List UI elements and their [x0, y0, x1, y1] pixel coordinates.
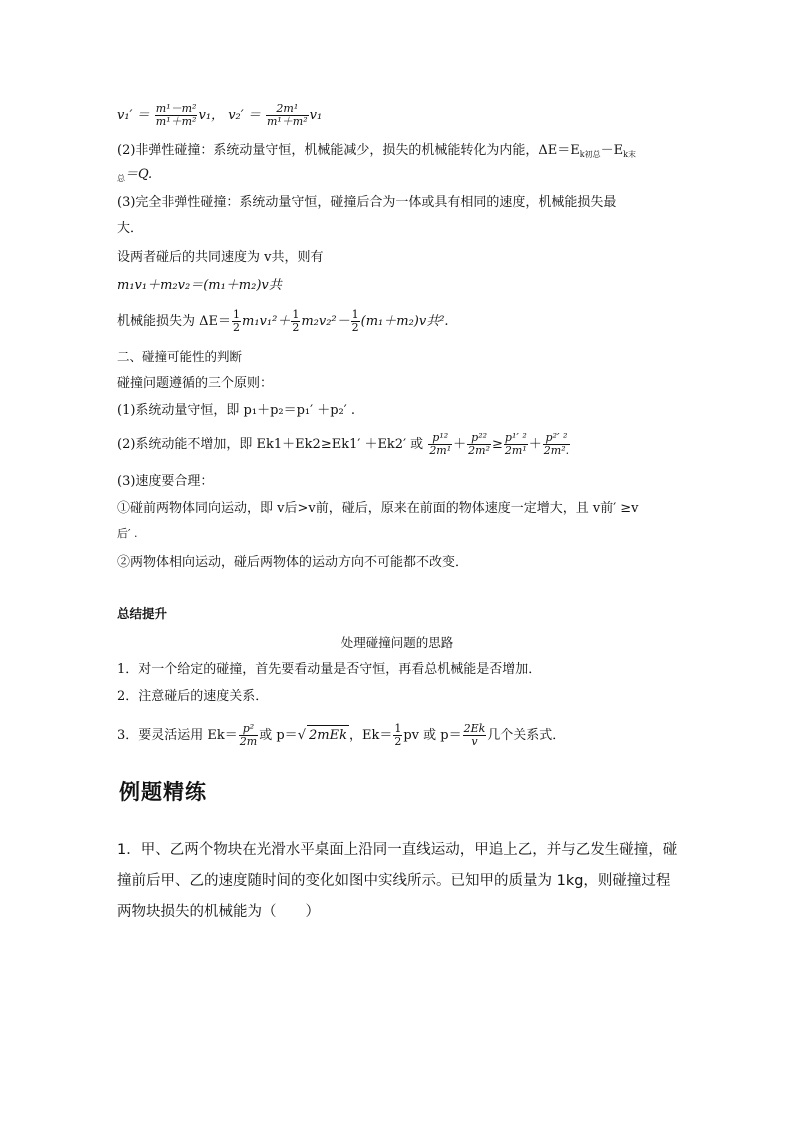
summary-point-1: 1．对一个给定的碰撞，首先要看动量是否守恒，再看总机械能是否增加．	[117, 662, 542, 677]
fraction-numerator: p¹²	[428, 432, 452, 445]
summary-label: 总结提升	[117, 606, 168, 621]
fraction-numerator: p²′ ²	[543, 432, 570, 445]
term: m₂v₂²－	[301, 314, 350, 329]
fraction-denominator: 2	[351, 321, 359, 334]
fraction-p2-prime	[543, 432, 570, 457]
sqrt-content: 2mEk	[307, 725, 349, 746]
v1-symbol: v₁	[309, 108, 323, 123]
sqrt-symbol: √	[297, 728, 306, 743]
plus: ＋	[453, 437, 467, 452]
subpoint-opposite-direction: ②两物体相向运动，碰后两物体的运动方向不可能都不改变．	[117, 555, 469, 570]
subpoint-same-direction-line2: 后′ .	[117, 527, 138, 540]
fraction-denominator: 2m².	[543, 444, 570, 457]
text: (2)系统动能不增加，即 Ek1＋Ek2≥Ek1′ ＋Ek2′ 或	[117, 437, 424, 452]
fraction-denominator: 2	[394, 735, 402, 748]
subscript: k初总	[579, 150, 601, 159]
summary-title: 处理碰撞问题的思路	[340, 635, 454, 650]
fraction-numerator: m¹－m²	[155, 102, 197, 115]
text: 或 p＝	[259, 728, 298, 743]
separator: ，	[211, 108, 225, 123]
fraction-denominator: 2	[233, 321, 241, 334]
fraction-numerator: 1	[292, 308, 300, 321]
section-title-collision-possibility: 二、碰撞可能性的判断	[117, 349, 243, 364]
fraction-numerator: p²²	[467, 432, 491, 445]
fraction-numerator: 2m¹	[266, 103, 309, 116]
fraction-numerator: 2Ek	[463, 722, 486, 735]
text: ，Ek＝	[348, 728, 393, 743]
fraction-denominator: 2m¹	[504, 444, 527, 457]
fraction-2ek-v	[463, 723, 487, 748]
fraction-numerator: 1	[394, 722, 402, 735]
fraction-denominator: 2m²	[468, 444, 491, 457]
item-inelastic-line1	[117, 141, 636, 161]
velocity-formula-line	[117, 103, 322, 128]
fraction-denominator: 2m	[239, 735, 258, 748]
subpoint-same-direction-line1: ①碰前两物体同向运动，即 v后>v前，碰后，原来在前面的物体速度一定增大，且 v前′ ≥v	[117, 501, 639, 516]
momentum-equation: m₁v₁＋m₂v₂＝(m₁＋m₂)v共	[117, 278, 282, 293]
section-heading-examples: 例题精练	[119, 780, 207, 804]
subscript: k末	[623, 150, 637, 159]
fraction-numerator: 1	[233, 308, 241, 321]
summary-point-3	[117, 723, 565, 748]
text: 几个关系式．	[487, 728, 566, 743]
term: (m₁＋m₂)v共².	[360, 314, 449, 329]
fraction-v2	[266, 103, 309, 128]
common-velocity-line: 设两者碰后的共同速度为 v共，则有	[117, 250, 324, 265]
v2-prime-label: v₂′ ＝	[228, 108, 261, 123]
fraction-ek	[239, 723, 258, 748]
fraction-half	[291, 309, 300, 334]
v1-symbol: v₁	[198, 108, 212, 123]
text: 机械能损失为 ΔE＝	[117, 314, 232, 329]
fraction-p1	[428, 432, 452, 457]
fraction-numerator: p²	[239, 723, 258, 736]
text: pv 或 p＝	[403, 728, 462, 743]
item-inelastic-line2	[117, 165, 152, 185]
fraction-v1	[155, 103, 198, 128]
subscript: 总	[117, 174, 125, 183]
summary-point-2: 2．注意碰后的速度关系．	[117, 689, 269, 704]
principle-velocity: (3)速度要合理：	[117, 474, 214, 489]
text: －E	[600, 143, 624, 158]
fraction-denominator: m¹＋m²	[155, 115, 197, 128]
principle-kinetic-energy	[117, 432, 571, 457]
question-1: 1．甲、乙两个物块在光滑水平桌面上沿同一直线运动，甲追上乙，并与乙发生碰撞，碰撞前后甲、乙的速度随时间的变化如图中实线所示。已知甲的质量为 1kg，则碰撞过程两物块损失的机械能为（ ）	[117, 842, 678, 920]
principle-momentum: (1)系统动量守恒，即 p₁＋p₂＝p₁′ ＋p₂′ .	[117, 403, 355, 418]
fraction-denominator: 2	[292, 321, 300, 334]
text: (2)非弹性碰撞：系统动量守恒，机械能减少，损失的机械能转化为内能，ΔE＝E	[117, 143, 580, 158]
fraction-denominator: m¹＋m²	[266, 115, 308, 128]
item-perfectly-inelastic-line1: (3)完全非弹性碰撞：系统动量守恒，碰撞后合为一体或具有相同的速度，机械能损失最	[117, 195, 617, 210]
energy-loss-line	[117, 309, 449, 334]
item-perfectly-inelastic-line2: 大．	[117, 221, 144, 236]
fraction-denominator: 2m¹	[429, 444, 452, 457]
text: ＝Q.	[125, 167, 153, 182]
principles-intro: 碰撞问题遵循的三个原则：	[117, 376, 274, 391]
fraction-half	[232, 309, 241, 334]
fraction-numerator: p¹′ ²	[504, 431, 527, 444]
fraction-denominator: v	[471, 735, 478, 748]
term: m₁v₁²＋	[242, 314, 291, 329]
fraction-p1-prime	[504, 432, 528, 457]
text: 3．要灵活运用 Ek＝	[117, 728, 238, 743]
ge-sign: ≥	[492, 437, 503, 452]
fraction-half	[393, 723, 402, 748]
fraction-p2	[467, 432, 491, 457]
fraction-half	[351, 309, 360, 334]
plus: ＋	[528, 437, 542, 452]
fraction-numerator: 1	[351, 308, 359, 321]
v1-prime-label: v₁′ ＝	[117, 108, 150, 123]
